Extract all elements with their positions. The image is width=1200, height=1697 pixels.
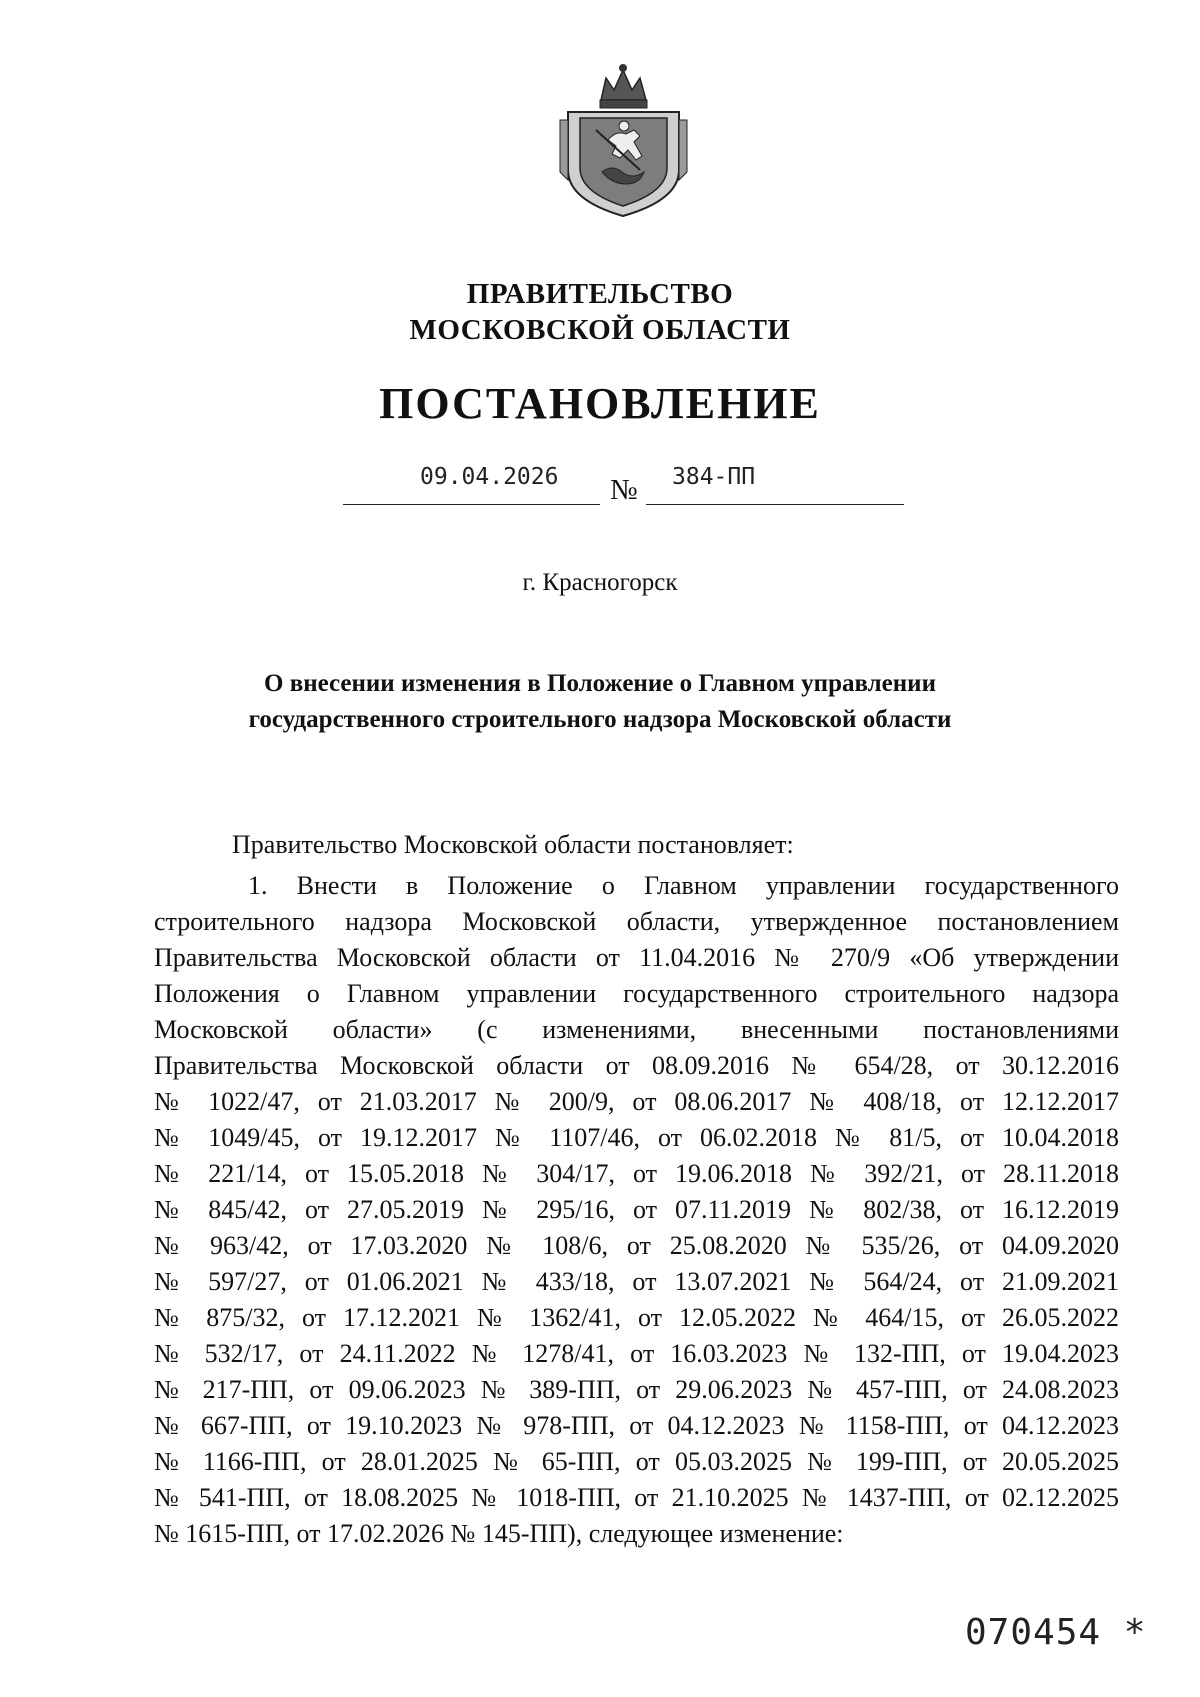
paragraph-line: № 541-ПП, от 18.08.2025 № 1018-ПП, от 21.10.2025 № 1437-ПП, от 02.12.2025 (154, 1483, 1119, 1512)
document-date: 09.04.2026 (420, 464, 559, 490)
paragraph-line: № 1022/47, от 21.03.2017 № 200/9, от 08.06.2017 № 408/18, от 12.12.2017 (154, 1087, 1119, 1116)
organization-name-line1: ПРАВИТЕЛЬСТВО (466, 278, 734, 310)
registration-line (0, 456, 1200, 516)
paragraph-line: № 667-ПП, от 19.10.2023 № 978-ПП, от 04.12.2023 № 1158-ПП, от 04.12.2023 (154, 1411, 1119, 1440)
number-sign: № (610, 474, 638, 506)
date-underline (343, 504, 600, 505)
asterisk-icon: * (1123, 1612, 1147, 1653)
moscow-oblast-coat-of-arms-icon (556, 60, 691, 220)
paragraph-line: № 963/42, от 17.03.2020 № 108/6, от 25.08.2020 № 535/26, от 04.09.2020 (154, 1231, 1119, 1260)
number-underline (646, 504, 904, 505)
paragraph-line: строительного надзора Московской области, утвержденное постановлением (154, 907, 1119, 936)
paragraph-line: Правительства Московской области от 08.09.2016 № 654/28, от 30.12.2016 (154, 1051, 1119, 1080)
paragraph-line: № 1615-ПП, от 17.02.2026 № 145-ПП), следующее изменение: (154, 1519, 844, 1548)
paragraph-line: № 845/42, от 27.05.2019 № 295/16, от 07.11.2019 № 802/38, от 16.12.2019 (154, 1195, 1119, 1224)
paragraph-line: Положения о Главном управлении государственного строительного надзора (154, 979, 1119, 1008)
paragraph-line: 1. Внести в Положение о Главном управлении государственного (248, 871, 1119, 900)
paragraph-line: № 1049/45, от 19.12.2017 № 1107/46, от 06.02.2018 № 81/5, от 10.04.2018 (154, 1123, 1119, 1152)
paragraph-line: № 597/27, от 01.06.2021 № 433/18, от 13.07.2021 № 564/24, от 21.09.2021 (154, 1267, 1119, 1296)
paragraph-line: № 1166-ПП, от 28.01.2025 № 65-ПП, от 05.03.2025 № 199-ПП, от 20.05.2025 (154, 1447, 1119, 1476)
paragraph-1 (154, 868, 1119, 1552)
city: г. Красногорск (522, 569, 678, 596)
paragraph-line: № 217-ПП, от 09.06.2023 № 389-ПП, от 29.06.2023 № 457-ПП, от 24.08.2023 (154, 1375, 1119, 1404)
paragraph-line: Московской области» (с изменениями, внесенными постановлениями (154, 1015, 1119, 1044)
document-type-title: ПОСТАНОВЛЕНИЕ (379, 379, 821, 428)
document-subject (0, 666, 1200, 738)
paragraph-line: № 532/17, от 24.11.2022 № 1278/41, от 16.03.2023 № 132-ПП, от 19.04.2023 (154, 1339, 1119, 1368)
paragraph-line: Правительства Московской области от 11.04.2016 № 270/9 «Об утверждении (154, 943, 1119, 972)
paragraph-line: № 221/14, от 15.05.2018 № 304/17, от 19.06.2018 № 392/21, от 28.11.2018 (154, 1159, 1119, 1188)
intro-sentence: Правительство Московской области постановляет: (232, 830, 794, 859)
document-number: 384-ПП (672, 464, 756, 490)
subject-line: государственного строительного надзора Московской области (248, 706, 952, 733)
paragraph-line: № 875/32, от 17.12.2021 № 1362/41, от 12.05.2022 № 464/15, от 26.05.2022 (154, 1303, 1119, 1332)
organization-name-line2: МОСКОВСКОЙ ОБЛАСТИ (409, 314, 791, 346)
form-serial-number (965, 1612, 1146, 1653)
subject-line: О внесении изменения в Положение о Главном управлении (264, 670, 936, 697)
serial-number: 070454 (965, 1612, 1102, 1653)
